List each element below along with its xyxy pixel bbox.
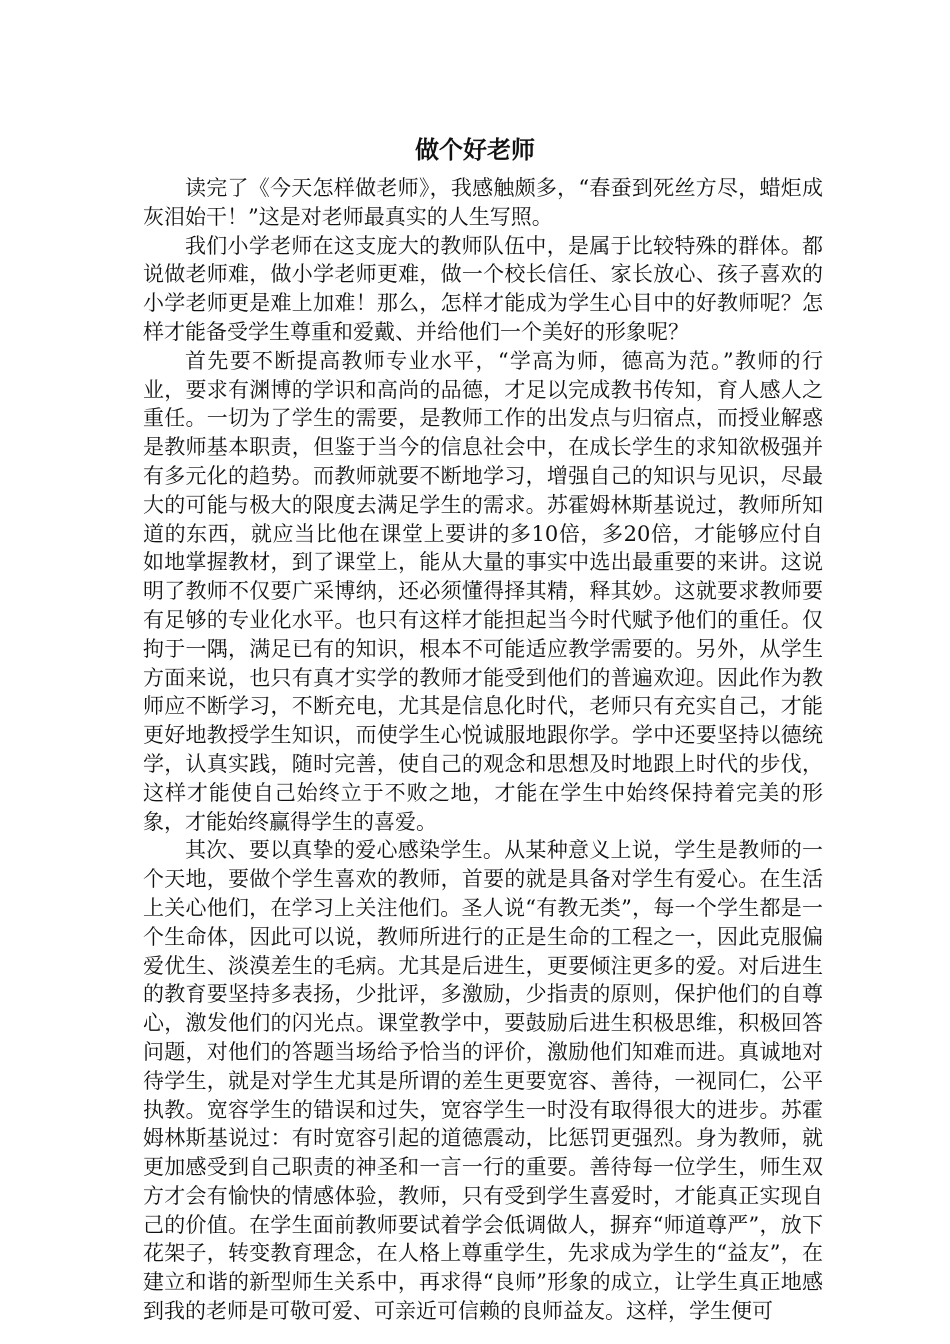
document-body <box>143 174 823 1326</box>
paragraph-professional-level: 首先要不断提高教师专业水平，“学高为师，德高为范。”教师的行业，要求有渊博的学识和高尚的品德，才足以完成教书传知，育人感人之重任。一切为了学生的需要，是教师工作的出发点与归宿点，而授业解惑是教师基本职责，但鉴于当今的信息社会中，在成长学生的求知欲极强并有多元化的趋势。而教师就要不断地学习，增强自己的知识与见识，尽最大的可能与极大的限度去满足学生的需求。苏霍姆林斯基说过，教师所知道的东西，就应当比他在课堂上要讲的多10倍，多20倍，才能够应付自如地掌握教材，到了课堂上，能从大量的事实中选出最重要的来讲。这说明了教师不仅要广采博纳，还必须懂得择其精，释其妙。这就要求教师要有足够的专业化水平。也只有这样才能担起当今时代赋予他们的重任。仅拘于一隅，满足已有的知识，根本不可能适应教学需要的。另外，从学生方面来说，也只有真才实学的教师才能受到他们的普遍欢迎。因此作为教师应不断学习，不断充电，尤其是信息化时代，老师只有充实自己，才能更好地教授学生知识，而使学生心悦诚服地跟你学。学中还要坚持以德统学，认真实践，随时完善，使自己的观念和思想及时地跟上时代的步伐，这样才能使自己始终立于不败之地，才能在学生中始终保持着完美的形象，才能始终赢得学生的喜爱。 <box>143 348 823 834</box>
paragraph-primary-teachers: 我们小学老师在这支庞大的教师队伍中，是属于比较特殊的群体。都说做老师难，做小学老师更难，做一个校长信任、家长放心、孩子喜欢的小学老师更是难上加难！那么，怎样才能成为学生心目中的好教师呢？怎样才能备受学生尊重和爱戴、并给他们一个美好的形象呢？ <box>143 233 823 344</box>
document-title: 做个好老师 <box>415 135 535 164</box>
paragraph-love-for-students: 其次、要以真挚的爱心感染学生。从某种意义上说，学生是教师的一个天地，要做个学生喜欢的教师，首要的就是具备对学生有爱心。在生活上关心他们，在学习上关注他们。圣人说“有教无类”，每一个学生都是一个生命体，因此可以说，教师所进行的正是生命的工程之一，因此克服偏爱优生、淡漠差生的毛病。尤其是后进生，更要倾注更多的爱。对后进生的教育要坚持多表扬，少批评，多激励，少指责的原则，保护他们的自尊心，激发他们的闪光点。课堂教学中，要鼓励后进生积极思维，积极回答问题，对他们的答题当场给予恰当的评价，激励他们知难而进。真诚地对待学生，就是对学生尤其是所谓的差生更要宽容、善待，一视同仁，公平执教。宽容学生的错误和过失，宽容学生一时没有取得很大的进步。苏霍姆林斯基说过：有时宽容引起的道德震动，比惩罚更强烈。身为教师，就更加感受到自己职责的神圣和一言一行的重要。善待每一位学生，师生双方才会有愉快的情感体验，教师，只有受到学生喜爱时，才能真正实现自己的价值。在学生面前教师要试着学会低调做人，摒弃“师道尊严”，放下花架子，转变教育理念，在人格上尊重学生，先求成为学生的“益友”，在建立和谐的新型师生关系中，再求得“良师”形象的成立，让学生真正地感到我的老师是可敬可爱、可亲近可信赖的良师益友。这样，学生便可 <box>143 838 823 1324</box>
paragraph-intro: 读完了《今天怎样做老师》，我感触颇多，“春蚕到死丝方尽，蜡炬成灰泪始干！”这是对老师最真实的人生写照。 <box>143 176 823 229</box>
